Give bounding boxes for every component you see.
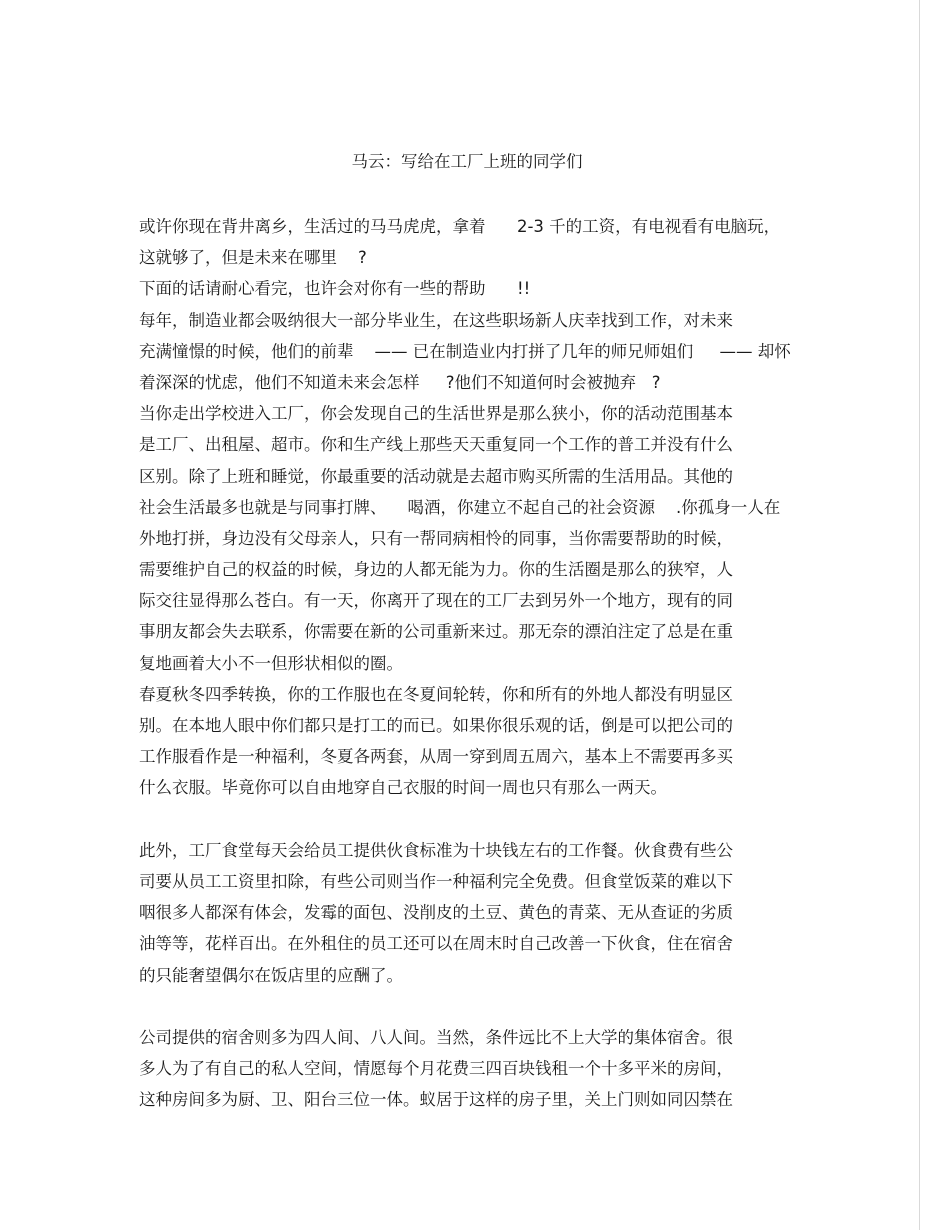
text-line: 咽很多人都深有体会，发霉的面包、没削皮的土豆、黄色的青菜、无从查证的劣质 — [139, 903, 733, 923]
text-line: 复地画着大小不一但形状相似的圈。 — [139, 653, 403, 673]
text-line: 公司提供的宿舍则多为四人间、八人间。当然，条件远比不上大学的集体宿舍。很 — [139, 1027, 733, 1047]
text-line: 当你走出学校进入工厂，你会发现自己的生活世界是那么狭小，你的活动范围基本 — [139, 404, 733, 424]
text-line: 需要维护自己的权益的时候，身边的人都无能为力。你的生活圈是那么的狭窄，人 — [139, 560, 733, 580]
text-line: 司要从员工工资里扣除，有些公司则当作一种福利完全免费。但食堂饭菜的难以下 — [139, 871, 733, 891]
text-line: 充满憧憬的时候，他们的前辈 —— 已在制造业内打拼了几年的师兄师姐们 —— 却怀 — [139, 341, 791, 361]
text-line: 这就够了，但是未来在哪里 ? — [139, 248, 367, 268]
text-line: 的只能奢望偶尔在饭店里的应酬了。 — [139, 965, 403, 985]
text-line: 事朋友都会失去联系，你需要在新的公司重新来过。那无奈的漂泊注定了总是在重 — [139, 622, 733, 642]
text-line: 是工厂、出租屋、超市。你和生产线上那些天天重复同一个工作的普工并没有什么 — [139, 435, 733, 455]
text-line: 区别。除了上班和睡觉，你最重要的活动就是去超市购买所需的生活用品。其他的 — [139, 466, 733, 486]
text-line: 此外，工厂食堂每天会给员工提供伙食标准为十块钱左右的工作餐。伙食费有些公 — [139, 840, 733, 860]
text-line: 社会生活最多也就是与同事打牌、 喝酒，你建立不起自己的社会资源 .你孤身一人在 — [139, 497, 781, 517]
text-line: 或许你现在背井离乡，生活过的马马虎虎，拿着 2-3 千的工资，有电视看有电脑玩， — [139, 217, 781, 236]
text-line: 着深深的忧虑，他们不知道未来会怎样 ?他们不知道何时会被抛弃 ? — [139, 372, 661, 392]
text-line: 春夏秋冬四季转换，你的工作服也在冬夏间轮转，你和所有的外地人都没有明显区 — [139, 684, 733, 704]
text-line: 工作服看作是一种福利，冬夏各两套，从周一穿到周五周六，基本上不需要再多买 — [139, 747, 733, 767]
text-line: 油等等，花样百出。在外租住的员工还可以在周末时自己改善一下伙食，住在宿舍 — [139, 934, 733, 954]
text-line: 多人为了有自己的私人空间，情愿每个月花费三四百块钱租一个十多平米的房间， — [139, 1059, 733, 1079]
text-line: 别。在本地人眼中你们都只是打工的而已。如果你很乐观的话，倒是可以把公司的 — [139, 716, 733, 735]
text-line: 际交往显得那么苍白。有一天，你离开了现在的工厂去到另外一个地方，现有的同 — [139, 591, 733, 611]
document-body — [139, 211, 829, 1115]
page-gutter — [920, 0, 950, 1230]
text-line: 什么衣服。毕竟你可以自由地穿自己衣服的时间一周也只有那么一两天。 — [139, 778, 667, 798]
paragraph-gap — [139, 804, 829, 835]
text-line: 外地打拼，身边没有父母亲人，只有一帮同病相怜的同事，当你需要帮助的时候， — [139, 528, 733, 548]
paragraph-gap — [139, 991, 829, 1022]
page-title: 马云：写给在工厂上班的同学们 — [351, 152, 583, 171]
text-line: 下面的话请耐心看完，也许会对你有一些的帮助 !! — [139, 279, 531, 299]
text-line: 这种房间多为厨、卫、阳台三位一体。蚁居于这样的房子里，关上门则如同囚禁在 — [139, 1090, 733, 1110]
text-line: 每年，制造业都会吸纳很大一部分毕业生，在这些职场新人庆幸找到工作，对未来 — [139, 310, 733, 330]
